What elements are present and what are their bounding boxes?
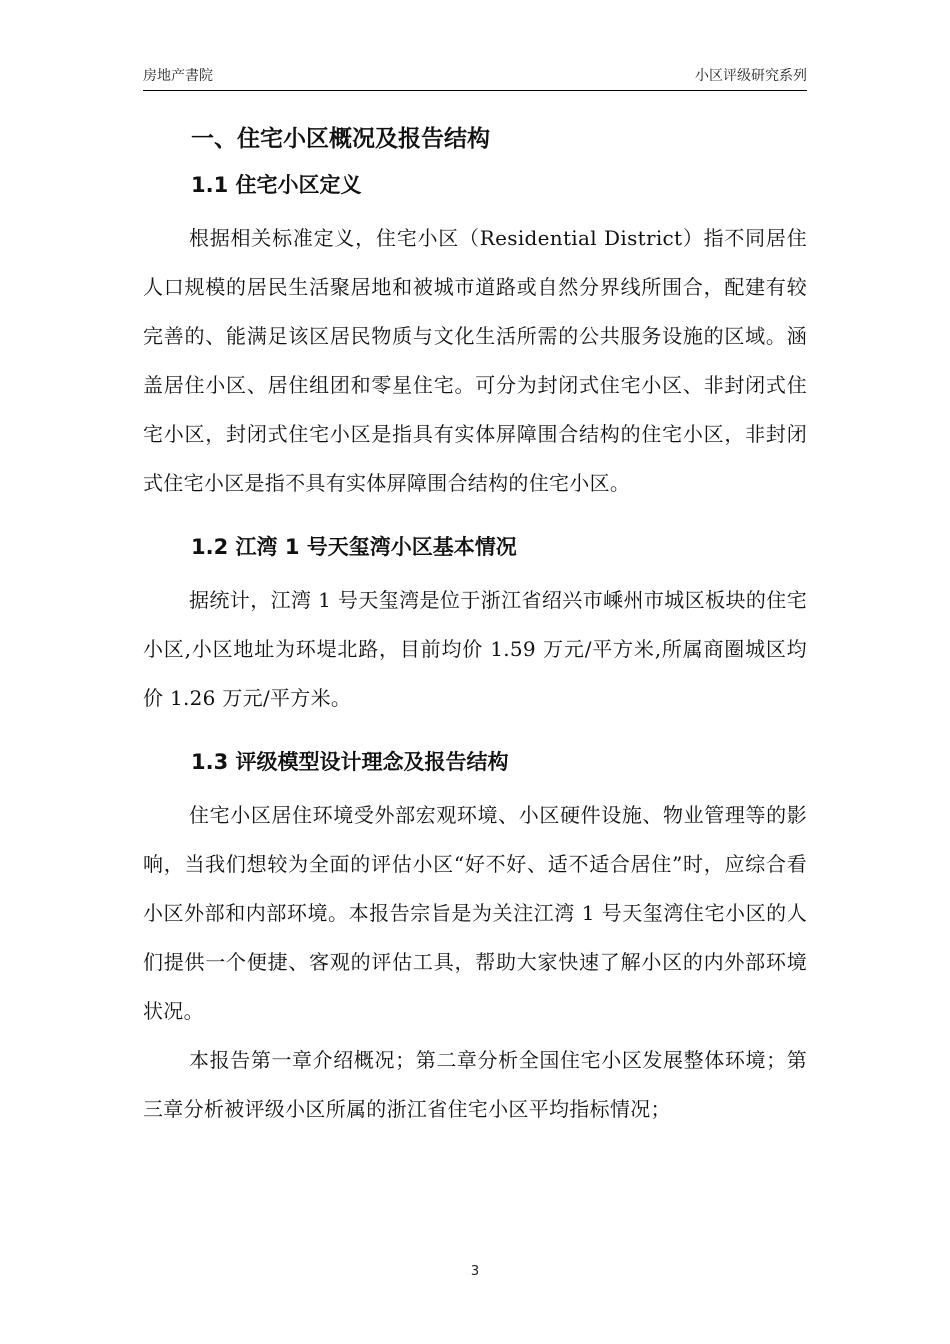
paragraph-definition: 根据相关标准定义，住宅小区（Residential District）指不同居住人口规模的居民生活聚居地和被城市道路或自然分界线所围合，配建有较完善的、能满足该区居民物质与文化生活所需的公共服务设施的区域。涵盖居住小区、居住组团和零星住宅。可分为封闭式住宅小区、非封闭式住宅小区，封闭式住宅小区是指具有实体屏障围合结构的住宅小区，非封闭式住宅小区是指不具有实体屏障围合结构的住宅小区。 <box>143 226 807 495</box>
section-title: 一、住宅小区概况及报告结构 <box>191 126 490 152</box>
page-header <box>143 66 807 91</box>
document-body <box>143 116 807 1134</box>
paragraph-report-structure: 本报告第一章介绍概况；第二章分析全国住宅小区发展整体环境；第三章分析被评级小区所属的浙江省住宅小区平均指标情况； <box>143 1048 807 1121</box>
page-number: 3 <box>470 1264 480 1279</box>
paragraph-model-design: 住宅小区居住环境受外部宏观环境、小区硬件设施、物业管理等的影响，当我们想较为全面的评估小区“好不好、适不适合居住”时，应综合看小区外部和内部环境。本报告宗旨是为关注江湾 1 号天玺湾住宅小区的人们提供一个便捷、客观的评估工具，帮助大家快速了解小区的内外部环境状况。 <box>143 803 807 1023</box>
subsection-title-1-1: 1.1 住宅小区定义 <box>191 173 362 197</box>
header-right-text: 小区评级研究系列 <box>695 68 807 84</box>
subsection-title-1-3: 1.3 评级模型设计理念及报告结构 <box>191 750 509 774</box>
subsection-title-1-2: 1.2 江湾 1 号天玺湾小区基本情况 <box>191 535 517 559</box>
header-left-text: 房地产書院 <box>143 68 213 84</box>
paragraph-basic-info: 据统计，江湾 1 号天玺湾是位于浙江省绍兴市嵊州市城区板块的住宅小区,小区地址为环堤北路，目前均价 1.59 万元/平方米,所属商圈城区均价 1.26 万元/平方米。 <box>143 588 807 710</box>
